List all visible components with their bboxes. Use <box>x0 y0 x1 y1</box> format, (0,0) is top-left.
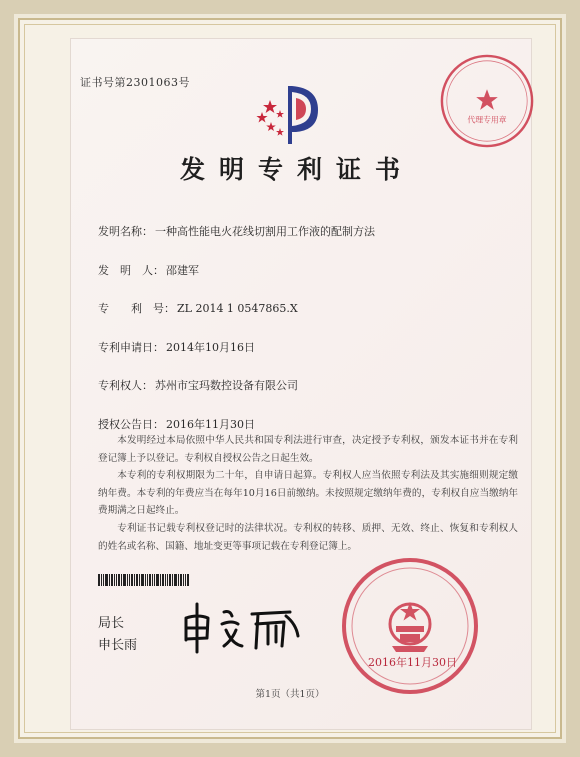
grant-date-value: 2016年11月30日 <box>166 418 255 431</box>
certificate-number: 证书号第2301063号 <box>80 76 190 89</box>
field-patent-number <box>98 300 298 316</box>
grant-date-label: 授权公告日： <box>98 418 164 431</box>
patentee-value: 苏州市宝玛数控设备有限公司 <box>155 379 298 392</box>
field-patentee <box>98 377 298 393</box>
inventor-label: 发 明 人： <box>98 264 164 277</box>
filing-date-value: 2014年10月16日 <box>166 341 255 354</box>
official-seal <box>340 556 480 696</box>
paragraph-term: 本专利的专利权期限为二十年，自申请日起算。专利权人应当依照专利法及其实施细则规定缴纳年费。本专利的年费应当在每年10月16日前缴纳。未按照规定缴纳年费的，专利权自应当缴纳年费期满之日起终止。 <box>98 470 518 516</box>
certificate-title: 发明专利证书 <box>179 155 414 184</box>
seal-date: 2016年11月30日 <box>368 656 457 669</box>
invention-name-label: 发明名称： <box>98 225 153 238</box>
paragraph-grant: 本发明经过本局依照中华人民共和国专利法进行审查，决定授予专利权，颁发本证书并在专利登记簿上予以登记。专利权自授权公告之日起生效。 <box>98 435 518 464</box>
agency-seal <box>438 52 536 150</box>
field-filing-date <box>98 339 255 355</box>
field-grant-date <box>98 416 255 432</box>
paragraph-legal-status: 专利证书记载专利权登记时的法律状况。专利权的转移、质押、无效、终止、恢复和专利权人的姓名或名称、国籍、地址变更等事项记载在专利登记簿上。 <box>98 523 518 552</box>
page-number: 第1页（共1页） <box>255 689 325 700</box>
patent-number-value: ZL 2014 1 0547865.X <box>177 302 298 315</box>
patent-office-logo <box>256 78 326 146</box>
inventor-value: 邵建军 <box>166 264 199 277</box>
patentee-label: 专利权人： <box>98 379 153 392</box>
director-signature <box>178 594 318 654</box>
barcode <box>98 574 206 586</box>
filing-date-label: 专利申请日： <box>98 341 164 354</box>
director-title: 局长 <box>98 616 125 631</box>
director-name: 申长雨 <box>98 638 138 653</box>
field-invention-name <box>98 223 375 239</box>
agency-seal-inner-text: 代理专用章 <box>467 115 507 125</box>
invention-name-value: 一种高性能电火花线切割用工作液的配制方法 <box>155 225 375 238</box>
field-inventor <box>98 262 199 278</box>
patent-number-label: 专 利 号： <box>98 302 175 315</box>
